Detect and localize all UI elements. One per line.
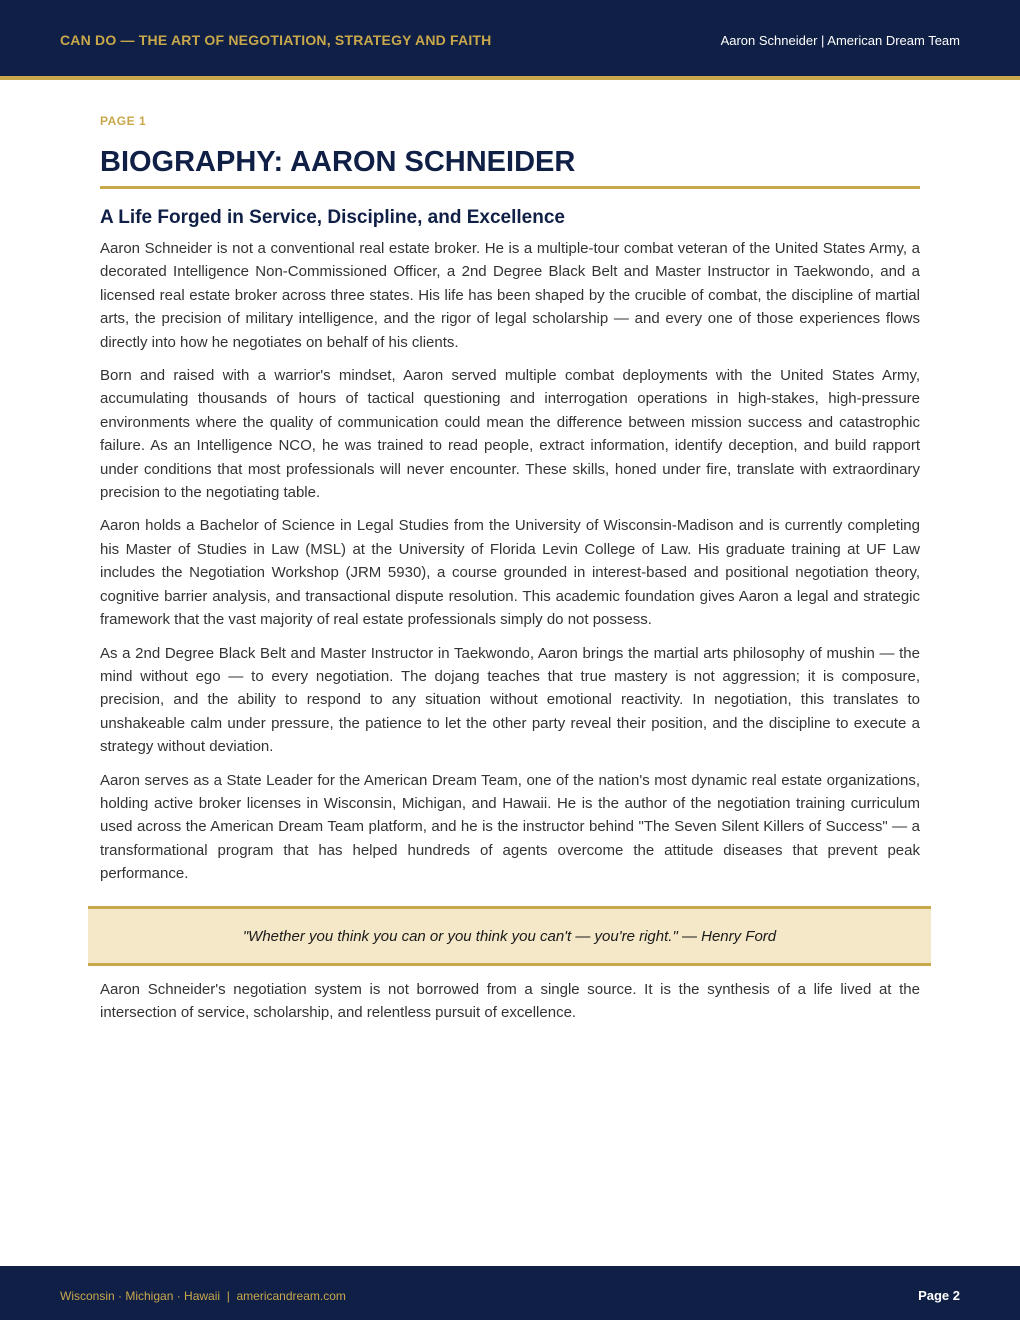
section-heading: A Life Forged in Service, Discipline, and Excellence (100, 207, 565, 228)
paragraph: Aaron holds a Bachelor of Science in Legal Studies from the University of Wisconsin-Madison and is currently completing his Master of Studies in Law (MSL) at the University of Florida Levin College of Law. His graduate training at UF Law includes the Negotiation Workshop (JRM 5930), a course grounded in interest-based and positional negotiation theory, cognitive barrier analysis, and transactional dispute resolution. This academic foundation gives Aaron a legal and strategic framework that the vast majority of real estate professionals simply do not possess. (100, 517, 920, 629)
page-footer (0, 1266, 1020, 1320)
paragraph: Aaron Schneider is not a conventional real estate broker. He is a multiple-tour combat veteran of the United States Army, a decorated Intelligence Non-Commissioned Officer, a 2nd Degree Black Belt and Master Instructor in Taekwondo, and a licensed real estate broker across three states. His life has been shaped by the crucible of combat, the discipline of martial arts, the precision of military intelligence, and the rigor of legal scholarship — and every one of those experiences flows directly into how he negotiates on behalf of his clients. (100, 240, 920, 351)
closing-paragraph: Aaron Schneider's negotiation system is not borrowed from a single source. It is the synthesis of a life lived at the intersection of service, scholarship, and relentless pursuit of excellence. (100, 981, 920, 1022)
document-title: CAN DO — THE ART OF NEGOTIATION, STRATEGY AND FAITH (60, 32, 492, 48)
title-divider (100, 186, 920, 189)
page-title: BIOGRAPHY: AARON SCHNEIDER (100, 146, 576, 178)
quote-text: "Whether you think you can or you think you can't — you're right." — Henry Ford (242, 927, 777, 945)
paragraph: Aaron serves as a State Leader for the American Dream Team, one of the nation's most dynamic real estate organizations, holding active broker licenses in Wisconsin, Michigan, and Hawaii. He is the author of the negotiation training curriculum used across the American Dream Team platform, and he is the instructor behind "The Seven Silent Killers of Success" — a transformational program that has helped hundreds of agents overcome the attitude diseases that prevent peak performance. (100, 771, 920, 883)
paragraph: Born and raised with a warrior's mindset, Aaron served multiple combat deployments with the United States Army, accumulating thousands of hours of tactical questioning and interrogation operations in high-stakes, high-pressure environments where the quality of communication could mean the difference between mission success and catastrophic failure. As an Intelligence NCO, he was trained to read people, extract information, identify deception, and build rapport under conditions that most professionals will never encounter. These skills, honed under fire, translate with extraordinary precision to the negotiating table. (100, 367, 920, 502)
page-label: PAGE 1 (100, 114, 147, 128)
paragraph: As a 2nd Degree Black Belt and Master Instructor in Taekwondo, Aaron brings the martial arts philosophy of mushin — the mind without ego — to every negotiation. The dojang teaches that true mastery is not aggression; it is composure, precision, and the ability to respond to any situation without emotional reactivity. In negotiation, this translates to unshakeable calm under pressure, the patience to let the other party reveal their position, and the discipline to execute a strategy without deviation. (100, 644, 920, 756)
quote-callout (88, 906, 931, 966)
footer-locations: Wisconsin · Michigan · Hawaii | americandream.com (60, 1289, 346, 1303)
page-number: Page 2 (918, 1288, 960, 1303)
page-header (0, 0, 1020, 80)
biography-body (100, 237, 920, 896)
author-team: Aaron Schneider | American Dream Team (720, 33, 960, 48)
